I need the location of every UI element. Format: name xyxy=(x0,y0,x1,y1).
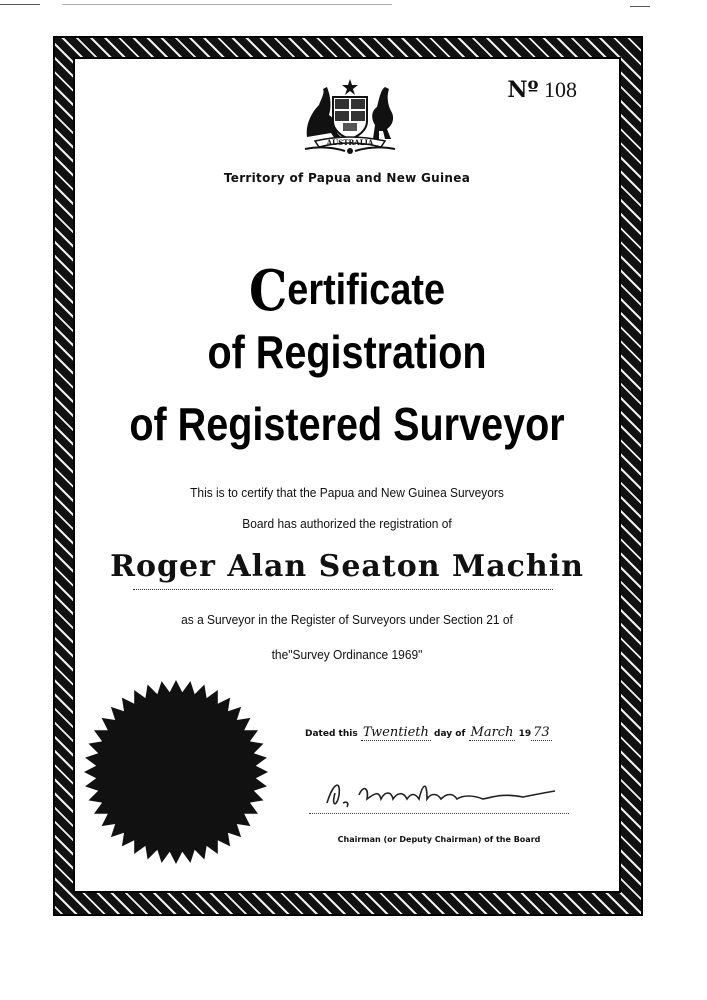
scan-line-top-right xyxy=(630,6,650,7)
number-value: 108 xyxy=(544,77,577,102)
body-line-2: Board has authorized the registration of xyxy=(242,516,452,531)
scan-line-top-left xyxy=(0,4,40,5)
name-underline xyxy=(133,589,553,590)
crest-ribbon-label: AUSTRALIA xyxy=(326,138,374,147)
dated-line xyxy=(305,725,552,740)
number-prefix: Nº xyxy=(507,77,539,103)
dated-year: 73 xyxy=(533,725,550,740)
territory-heading: Territory of Papua and New Guinea xyxy=(223,171,471,185)
title-line-3: of Registered Surveyor xyxy=(129,398,565,450)
title-line-2: of Registration xyxy=(207,326,487,378)
body-line-1: This is to certify that the Papua and New Guinea Surveyors xyxy=(190,485,504,500)
coat-of-arms-emblem xyxy=(295,75,405,155)
registrant-name: Roger Alan Seaton Machin xyxy=(110,549,584,584)
body-line-4: the"Survey Ordinance 1969" xyxy=(271,647,423,662)
title-line-1-text: ertificate xyxy=(287,265,446,314)
chairman-signature xyxy=(323,773,563,813)
dated-day: Twentieth xyxy=(362,725,429,740)
signature-line xyxy=(309,813,569,814)
embossed-seal xyxy=(81,677,271,867)
day-of-label: day of xyxy=(434,729,466,739)
dated-month: March xyxy=(470,725,514,740)
certificate-number xyxy=(507,77,577,103)
body-line-3: as a Surveyor in the Register of Surveyors under Section 21 of xyxy=(181,612,513,627)
certificate xyxy=(73,57,621,893)
scan-line-top-mid xyxy=(62,4,392,5)
dated-year-prefix: 19 xyxy=(518,729,532,739)
dated-label: Dated this xyxy=(305,729,358,739)
chairman-caption: Chairman (or Deputy Chairman) of the Board xyxy=(337,835,541,844)
title-drop-cap: C xyxy=(248,258,288,324)
title-line-1 xyxy=(111,257,582,324)
